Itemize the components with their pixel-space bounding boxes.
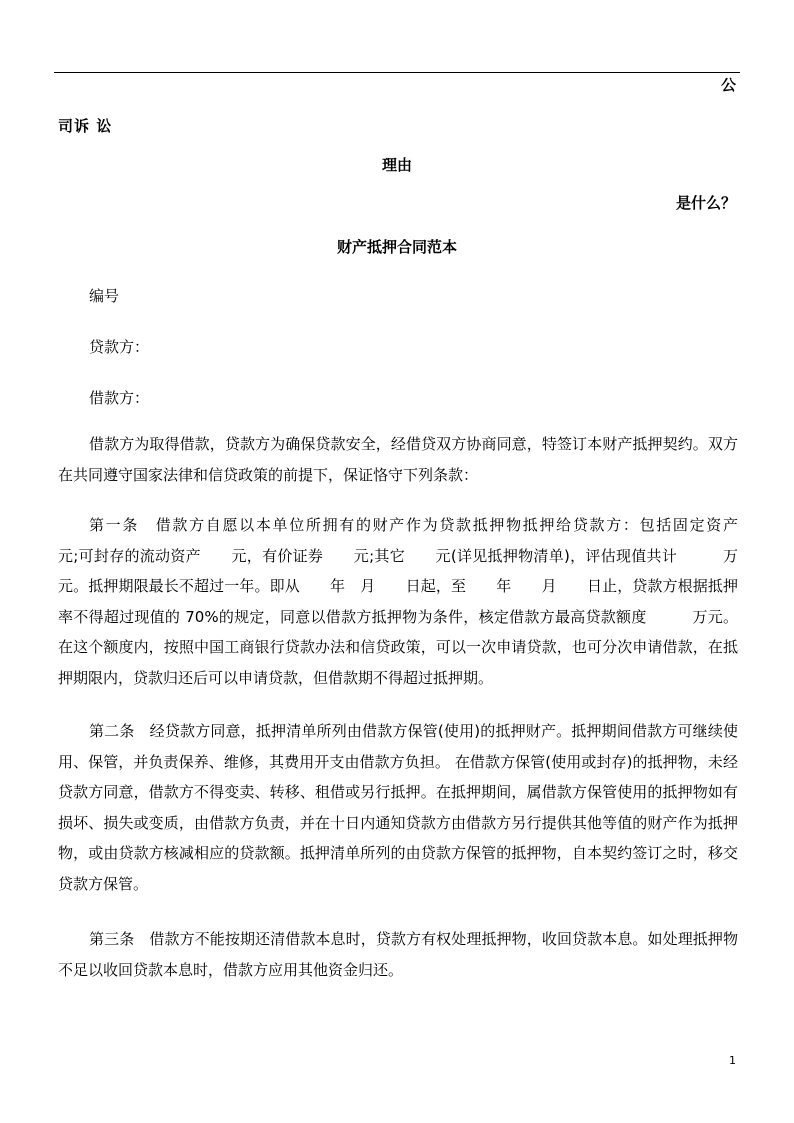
- heading-fragment-sisong: 司诉 讼: [58, 117, 113, 135]
- heading-fragment-liyou: 理由: [382, 156, 413, 174]
- heading-fragment-gong: 公: [720, 76, 736, 94]
- article-3-paragraph: 第三条 借款方不能按期还清借款本息时，贷款方有权处理抵押物，收回贷款本息。如处理抵押物不足以收回贷款本息时，借款方应用其他资金归还。: [58, 930, 738, 979]
- lender-field-label: 贷款方：: [89, 338, 150, 356]
- header-rule: [54, 72, 740, 73]
- article-2-paragraph: 第二条 经贷款方同意，抵押清单所列由借款方保管(使用)的抵押财产。抵押期间借款方可继续使用、保管，并负责保养、维修，其费用开支由借款方负担。 在借款方保管(使用或封存)的抵押物，未经贷款方同意，借款方不得变卖、转移、租借或另行抵押。在抵押期间，属借款方保管使用的抵押物如有损坏、损失或变质，由借款方负责，并在十日内通知贷款方由借款方另行提供其他等值的财产作为抵押物，或由贷款方核减相应的贷款额。抵押清单所列的由贷款方保管的抵押物，自本契约签订之时，移交贷款方保管。: [58, 722, 738, 893]
- number-field-label: 编号: [89, 287, 120, 305]
- borrower-field-label: 借款方：: [89, 389, 150, 407]
- article-1-paragraph: 第一条 借款方自愿以本单位所拥有的财产作为贷款抵押物抵押给贷款方：包括固定资产 元;可封存的流动资产 元，有价证券 元;其它 元(详见抵押物清单)，评估现值共计 万元。抵押期限最长不超过一年。即从 年 月 日起，至 年 月 日止，贷款方根据抵押率不得超过现值的 70%的规定，同意以借款方抵押物为条件，核定借款方最高贷款额度 万元。在这个额度内，按照中国工商银行贷款办法和信贷政策，可以一次申请贷款，也可分次申请借款，在抵押期限内，贷款归还后可以申请贷款，但借款期不得超过抵押期。: [58, 516, 784, 687]
- intro-paragraph: 借款方为取得借款，贷款方为确保贷款安全，经借贷双方协商同意，特签订本财产抵押契约。双方在共同遵守国家法律和信贷政策的前提下，保证恪守下列条款：: [58, 435, 738, 484]
- heading-fragment-shishenme: 是什么？: [675, 194, 736, 212]
- document-title: 财产抵押合同范本: [336, 238, 457, 256]
- page-number: 1: [729, 1054, 736, 1067]
